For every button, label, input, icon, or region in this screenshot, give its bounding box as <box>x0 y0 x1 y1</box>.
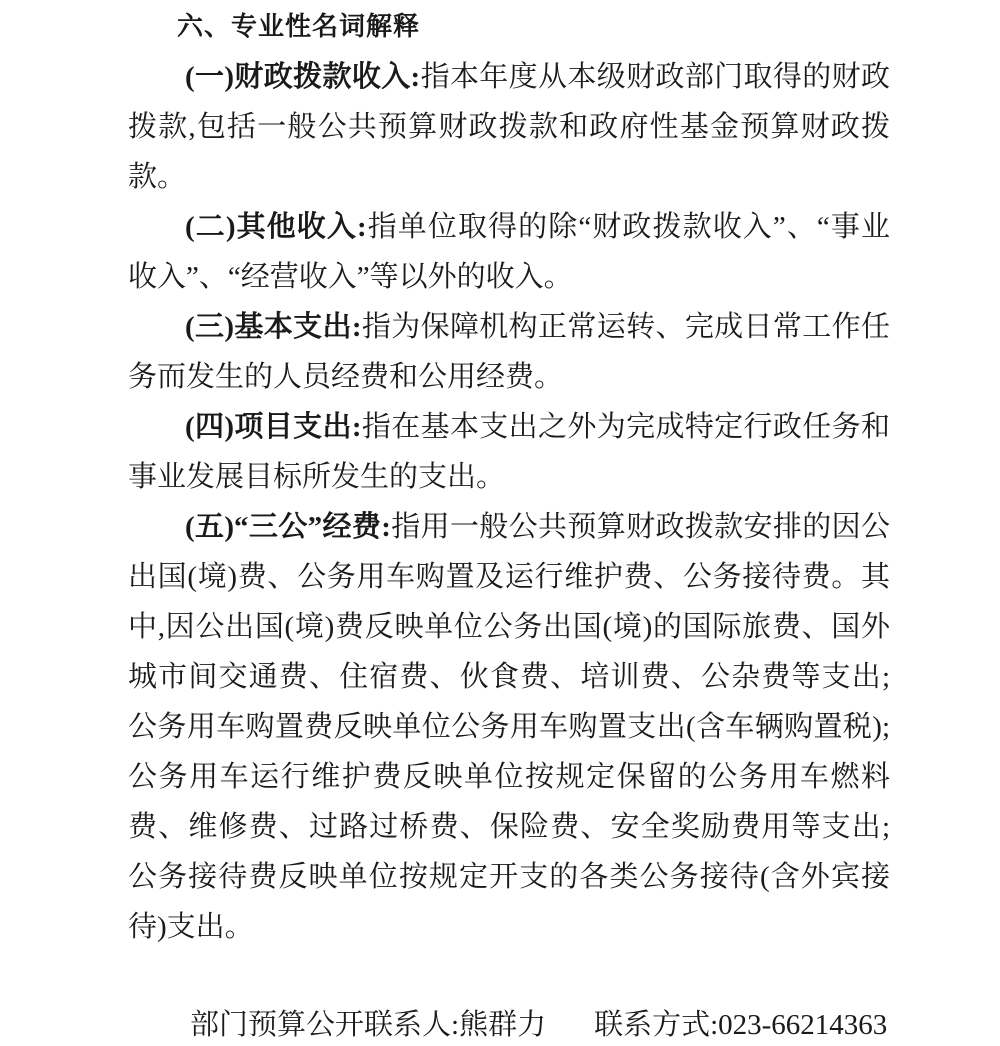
definition-term: (四)项目支出: <box>185 411 362 443</box>
definition-term: (五)“三公”经费: <box>185 511 391 543</box>
definition-paragraph-three-public-funds <box>128 502 890 952</box>
contact-footer <box>190 1004 890 1046</box>
definition-body: 指用一般公共预算财政拨款安排的因公出国(境)费、公务用车购置及运行维护费、公务接待费。其中,因公出国(境)费反映单位公务出国(境)的国际旅费、国外城市间交通费、住宿费、伙食费、培训费、公杂费等支出;公务用车购置费反映单位公务用车购置支出(含车辆购置税);公务用车运行维护费反映单位按规定保留的公务用车燃料费、维修费、过路过桥费、保险费、安全奖励费用等支出;公务接待费反映单位按规定开支的各类公务接待(含外宾接待)支出。 <box>128 511 890 943</box>
definition-paragraph-project-expenditure <box>128 402 890 502</box>
definition-body: 指在基本支出之外为完成特定行政任务和事业发展目标所发生的支出。 <box>128 411 890 493</box>
phone-label: 联系方式: <box>594 1009 719 1041</box>
definition-body: 指为保障机构正常运转、完成日常工作任务而发生的人员经费和公用经费。 <box>128 311 890 393</box>
definition-body: 指本年度从本级财政部门取得的财政拨款,包括一般公共预算财政拨款和政府性基金预算财政拨款。 <box>128 61 890 193</box>
definition-term: (一)财政拨款收入: <box>185 61 421 93</box>
definition-paragraph-fiscal-appropriation-income <box>128 52 890 202</box>
definition-paragraph-basic-expenditure <box>128 302 890 402</box>
definition-term: (二)其他收入: <box>185 211 367 243</box>
definition-paragraph-other-income <box>128 202 890 302</box>
phone-number: 023-66214363 <box>718 1009 888 1041</box>
definitions-list <box>128 52 890 952</box>
definition-term: (三)基本支出: <box>185 311 362 343</box>
contact-name: 熊群力 <box>459 1009 547 1041</box>
definition-body: 指单位取得的除“财政拨款收入”、“事业收入”、“经营收入”等以外的收入。 <box>128 211 890 293</box>
section-heading: 六、专业性名词解释 <box>177 11 421 41</box>
contact-label: 部门预算公开联系人: <box>190 1009 460 1041</box>
